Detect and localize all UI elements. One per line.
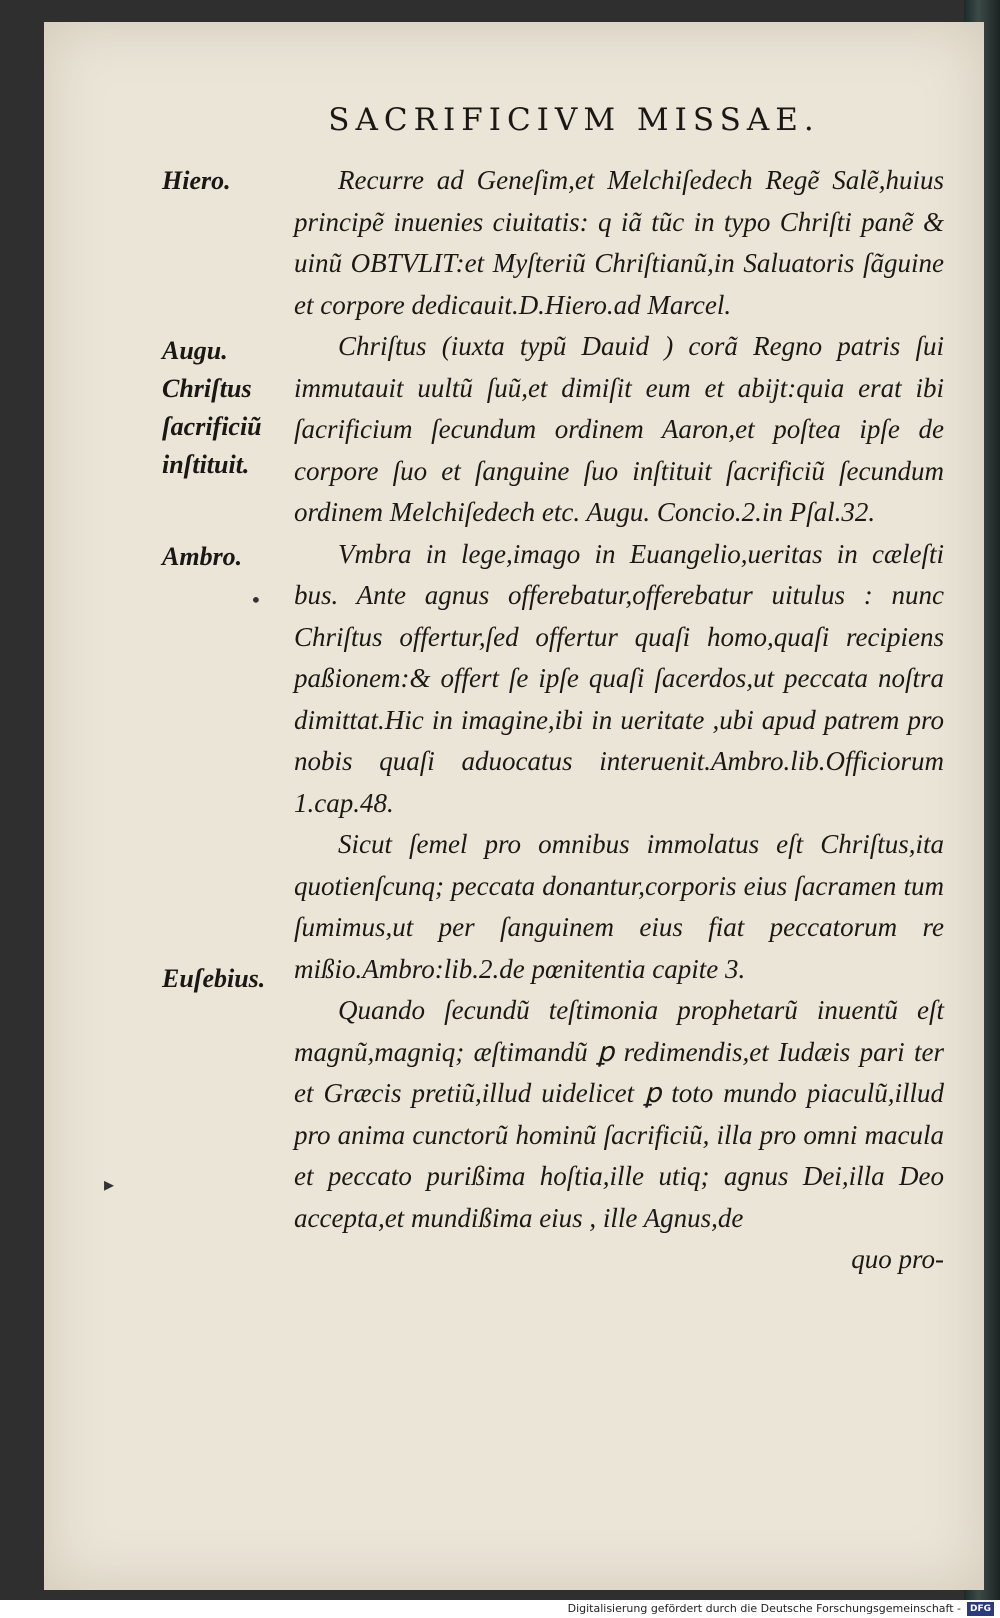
digitization-credit [568, 1600, 994, 1618]
margin-note-ambro: Ambro. [162, 542, 243, 571]
margin-note-eusebius: Euſebius. [162, 964, 266, 993]
paragraph-ambrosius-1: Vmbra in lege,imago in Euangelio,ueritas in cæleſti bus. Ante agnus offerebatur,offerebatur uitulus : nunc Chriſtus offertur,ſed offertur quaſi homo,quaſi recipiens paßionem:& offert ſe ipſe quaſi ſacerdos,ut peccata noſtra dimittat.Hic in imagine,ibi in ueritate ,ubi apud patrem pro nobis quaſi aduocatus interuenit.Ambro.lib.Officiorum 1.cap.48. [294, 538, 944, 818]
book-page [44, 22, 984, 1590]
credit-text: Digitalisierung gefördert durch die Deutsche Forschungsgemeinschaft - [567, 1602, 961, 1615]
margin-note-augu: Augu. Chriſtus ſacrificiũ inſtituit. [162, 336, 262, 479]
margin-mark-lower: ▸ [104, 1172, 115, 1196]
paragraph-hieronymus: Recurre ad Geneſim,et Melchiſedech Regẽ Salẽ,huius principẽ inuenies ciuitatis: q iã tũc in typo Chriſti panẽ & uinũ OBTVLIT:et Myſteriũ Chriſtianũ,in Saluatoris ſãguine et corpore dedicauit.D.Hiero.ad Marcel. [294, 165, 944, 320]
paragraph-ambrosius-2: Sicut ſemel pro omnibus immolatus eſt Chriſtus,ita quotienſcunq; peccata donantur,corporis eius ſacramen tum ſumimus,ut per ſanguinem eius fiat peccatorum re mißio.Ambro:lib.2.de pœnitentia capite 3. [294, 829, 944, 984]
running-header: SACRIFICIVM MISSAE. [328, 102, 820, 138]
paragraph-eusebius: Quando ſecundũ teſtimonia prophetarũ inuentũ eſt magnũ,magniq; æſtimandũ ꝑ redimendis,et Iudæis pari ter et Græcis pretiũ,illud uidelicet ꝑ toto mundo piaculũ,illud pro anima cunctorũ hominũ ſacrificiũ, illa pro omni macula et peccato purißima hoſtia,ille utiq; agnus Dei,illa Deo accepta,et mundißima eius , ille Agnus,de [294, 995, 944, 1233]
paragraph-augustinus: Chriſtus (iuxta typũ Dauid ) corã Regno patris ſui immutauit uultũ ſuũ,et dimiſit eum et abijt:quia erat ibi ſacrificium ſecundum ordinem Aaron,et poſtea ipſe de corpore ſuo et ſanguine ſuo inſtituit ſacrificiũ ſecundum ordinem Melchiſedech etc. Augu. Concio.2.in Pſal.32. [294, 331, 944, 527]
catchword: quo pro- [851, 1244, 944, 1274]
margin-mark: • [250, 588, 262, 612]
dfg-logo: DFG [967, 1602, 994, 1616]
body-text [294, 160, 944, 1281]
margin-note-hiero: Hiero. [162, 166, 231, 195]
